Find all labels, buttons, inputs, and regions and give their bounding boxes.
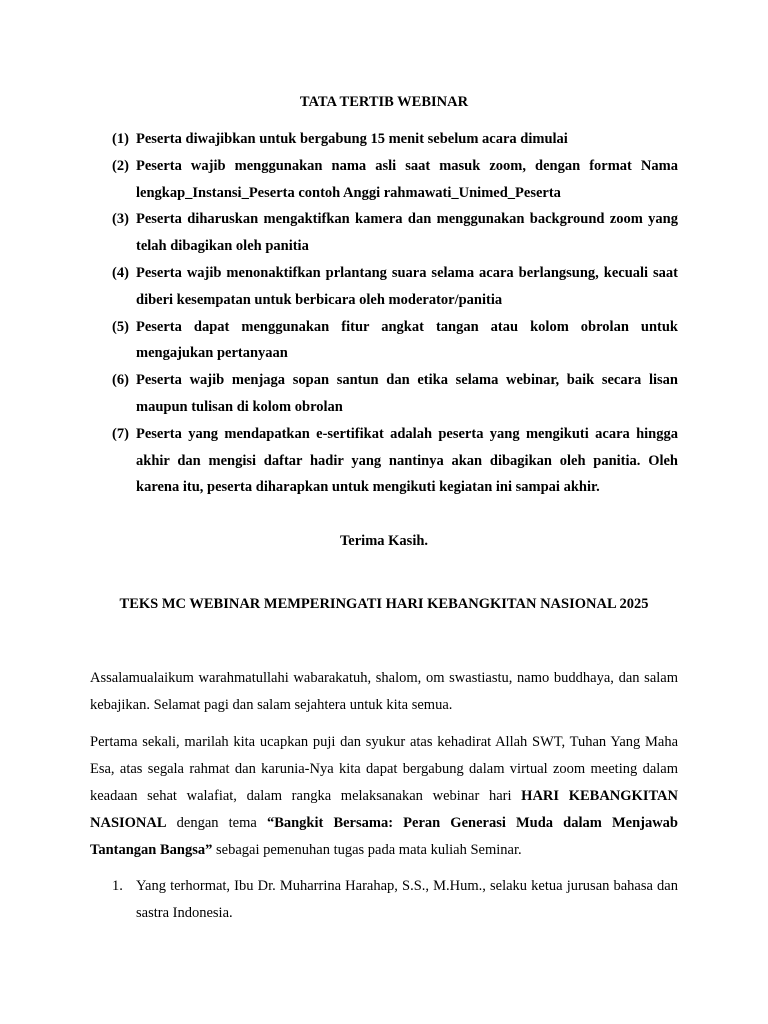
rule-item [90,206,678,260]
opening-text-3: sebagai pemenuhan tugas pada mata kuliah Seminar. [212,842,522,858]
greeting-paragraph: Assalamualaikum warahmatullahi wabarakatuh, shalom, om swastiastu, namo buddhaya, dan salam kebajikan. Selamat pagi dan salam sejahtera untuk kita semua. [90,670,678,713]
rule-item [90,421,678,501]
event-theme: “Bangkit Bersama: Peran Generasi Muda dalam Menjawab Tantangan Bangsa” [90,815,678,858]
rule-text: Peserta dapat menggunakan fitur angkat tangan atau kolom obrolan untuk mengajukan pertanyaan [136,318,678,362]
rule-text: Peserta yang mendapatkan e-sertifikat adalah peserta yang mengikuti acara hingga akhir dan mengisi daftar hadir yang nantinya akan dibagikan oleh panitia. Oleh karena itu, peserta diharapkan untuk mengikuti kegiatan ini sampai akhir. [136,425,678,496]
rule-number: (3) [112,211,129,228]
rule-item [90,153,678,207]
salutation-list [90,873,678,927]
rule-number: (5) [112,318,129,335]
rule-number: (4) [112,264,129,281]
rule-item [90,126,678,153]
rule-text: Peserta wajib menggunakan nama asli saat masuk zoom, dengan format Nama lengkap_Instansi_Peserta contoh Anggi rahmawati_Unimed_Peserta [136,157,678,201]
rules-list [90,126,678,501]
mc-title: TEKS MC WEBINAR MEMPERINGATI HARI KEBANGKITAN NASIONAL 2025 [119,596,649,612]
opening-paragraph [90,729,678,864]
rule-text: Peserta wajib menonaktifkan prlantang suara selama acara berlangsung, kecuali saat diberi kesempatan untuk berbicara oleh moderator/panitia [136,264,678,308]
rule-number: (7) [112,425,129,442]
closing-thanks: Terima Kasih. [339,533,429,549]
rule-number: (6) [112,372,129,389]
salutation-item [90,873,678,927]
rule-item [90,260,678,314]
rules-title: TATA TERTIB WEBINAR [299,94,469,110]
salutation-number: 1. [112,878,123,894]
rule-item [90,314,678,368]
event-name: HARI KEBANGKITAN NASIONAL [90,788,679,831]
rule-number: (1) [112,131,129,147]
rule-item [90,367,678,421]
salutation-text: Yang terhormat, Ibu Dr. Muharrina Harahap, S.S., M.Hum., selaku ketua jurusan bahasa dan sastra Indonesia. [136,878,678,921]
rule-text: Peserta diwajibkan untuk bergabung 15 menit sebelum acara dimulai [136,131,568,147]
rule-number: (2) [112,157,129,174]
rule-text: Peserta wajib menjaga sopan santun dan etika selama webinar, baik secara lisan maupun tulisan di kolom obrolan [136,372,678,415]
opening-text-1: Pertama sekali, marilah kita ucapkan puji dan syukur atas kehadirat Allah SWT, Tuhan Yang Maha Esa, atas segala rahmat dan karunia-Nya kita dapat bergabung dalam virtual zoom meeting dalam keadaan sehat walafiat, dalam rangka melaksanakan webinar hari [90,734,678,804]
rule-text: Peserta diharuskan mengaktifkan kamera dan menggunakan background zoom yang telah dibagikan oleh panitia [136,211,678,255]
opening-text-2: dengan tema [166,815,267,831]
